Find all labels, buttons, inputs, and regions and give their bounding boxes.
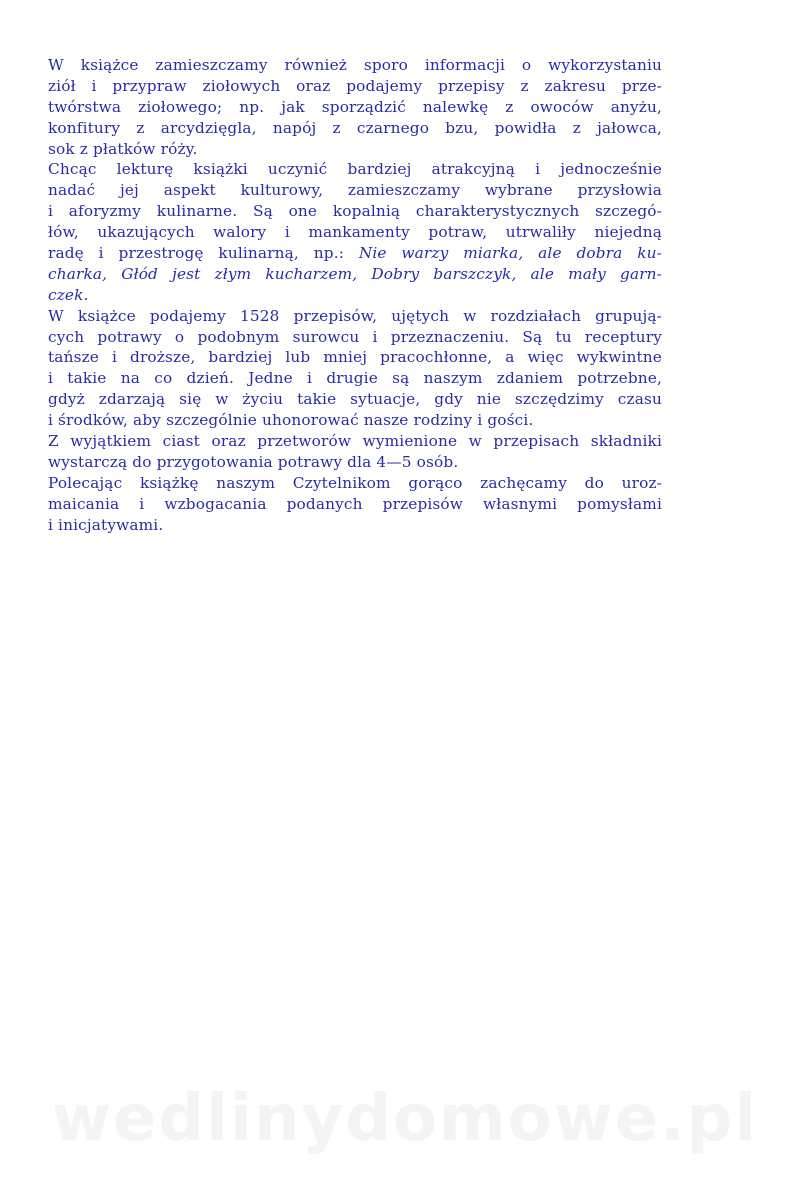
text-line: twórstwa ziołowego; np. jak sporządzić nalewkę z owoców anyżu, xyxy=(48,97,662,116)
text-line: gdyż zdarzają się w życiu takie sytuacje, gdy nie szczędzimy czasu xyxy=(48,390,662,409)
text-line: i aforyzmy kulinarne. Są one kopalnią charakterystycznych szczegó- xyxy=(48,202,662,221)
text-line: ziół i przypraw ziołowych oraz podajemy przepisy z zakresu prze- xyxy=(48,76,662,95)
watermark: wedlinydomowe.pl xyxy=(51,1082,759,1156)
text-line: łów, ukazujących walory i mankamenty potraw, utrwaliły niejedną xyxy=(48,223,662,242)
text-line: W książce zamieszczamy również sporo informacji o wykorzystaniu xyxy=(48,56,662,74)
text-line: Z wyjątkiem ciast oraz przetworów wymienione w przepisach składniki xyxy=(48,432,662,451)
text-line: wystarczą do przygotowania potrawy dla 4—5 osób. xyxy=(48,452,459,471)
text-line: tańsze i droższe, bardziej lub mniej pracochłonne, a więc wykwintne xyxy=(48,348,662,367)
text-line: konfitury z arcydzięgla, napój z czarnego bzu, powidła z jałowca, xyxy=(48,118,662,137)
text-line: i inicjatywami. xyxy=(48,515,164,534)
text-line: maicania i wzbogacania podanych przepisów własnymi pomysłami xyxy=(48,494,662,513)
proverb-text: czek. xyxy=(48,285,89,304)
text-line: Chcąc lekturę książki uczynić bardziej atrakcyjną i jednocześnie xyxy=(48,160,662,179)
text-line: sok z płatków róży. xyxy=(48,139,198,158)
proverb-text: Nie warzy miarka, ale dobra ku- xyxy=(358,244,662,263)
text-line: i takie na co dzień. Jedne i drugie są naszym zdaniem potrzebne, xyxy=(48,369,662,388)
text-line-roman: radę i przestrogę kulinarną, np.: xyxy=(48,244,345,263)
text-line: Polecając książkę naszym Czytelnikom gorąco zachęcamy do uroz- xyxy=(48,473,662,492)
text-line: W książce podajemy 1528 przepisów, ujętych w rozdziałach grupują- xyxy=(48,306,662,325)
text-line: i środków, aby szczególnie uhonorować nasze rodziny i gości. xyxy=(48,411,534,430)
proverb-text: charka, Głód jest złym kucharzem, Dobry barszczyk, ale mały garn- xyxy=(48,264,662,283)
text-line: cych potrawy o podobnym surowcu i przeznaczeniu. Są tu receptury xyxy=(48,327,662,346)
text-line xyxy=(48,243,662,264)
text-line: nadać jej aspekt kulturowy, zamieszczamy wybrane przysłowia xyxy=(48,181,662,200)
body-text xyxy=(48,55,662,535)
